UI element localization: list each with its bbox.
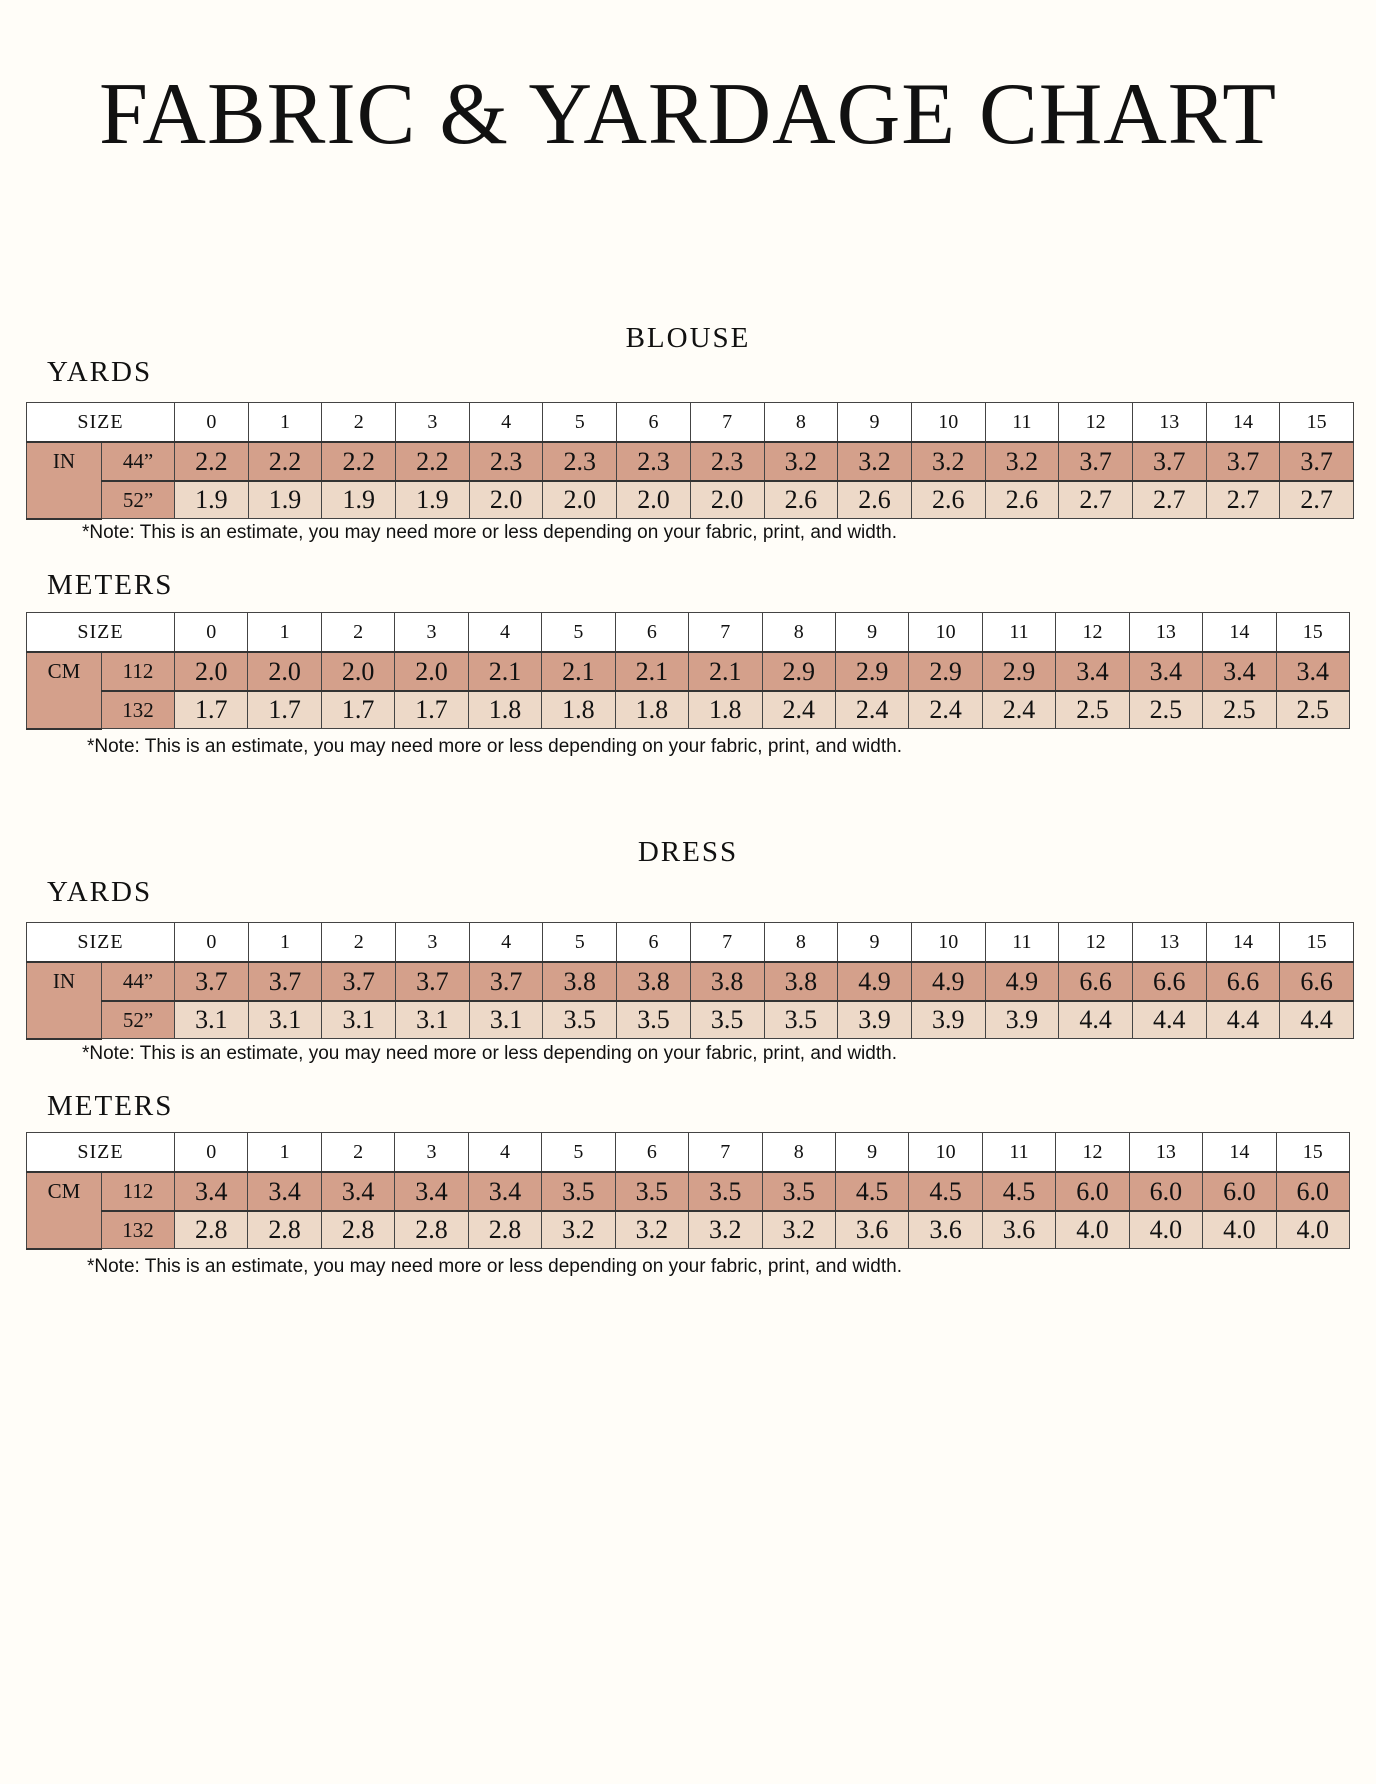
yardage-value-cell: 2.0 [690,481,764,519]
yardage-value-cell: 2.6 [764,481,838,519]
yardage-value-cell: 3.2 [985,442,1059,481]
yardage-value-cell: 1.8 [542,691,615,729]
size-header-row [27,613,1350,653]
size-cell: 3 [396,403,470,443]
yardage-value-cell: 2.7 [1132,481,1206,519]
yardage-value-cell: 3.4 [1056,652,1129,691]
yardage-value-cell: 2.3 [543,442,617,481]
yardage-value-cell: 2.4 [909,691,982,729]
yardage-value-cell: 2.2 [175,442,249,481]
width-cell: 44” [102,442,175,481]
yardage-value-cell: 2.2 [396,442,470,481]
yardage-value-cell: 1.7 [175,691,248,729]
yardage-value-cell: 2.7 [1206,481,1280,519]
yardage-value-cell: 3.4 [321,1172,394,1211]
size-cell: 2 [322,403,396,443]
yardage-value-cell: 2.6 [985,481,1059,519]
size-cell: 3 [396,923,470,963]
size-cell: 13 [1129,613,1202,653]
yardage-value-cell: 2.1 [468,652,541,691]
size-cell: 6 [617,923,691,963]
dress-yards-table [26,922,1354,1040]
yardage-value-cell: 3.5 [617,1001,691,1039]
yardage-value-cell: 3.5 [764,1001,838,1039]
yardage-value-cell: 6.6 [1206,962,1280,1001]
size-cell: 0 [175,403,249,443]
dress-yards-label: YARDS [47,876,153,908]
yardage-value-cell: 2.7 [1059,481,1133,519]
size-cell: 0 [175,923,249,963]
size-cell: 15 [1280,403,1354,443]
size-cell: 0 [175,613,248,653]
yardage-value-cell: 3.9 [985,1001,1059,1039]
yardage-value-cell: 6.0 [1203,1172,1276,1211]
yardage-value-cell: 2.9 [762,652,835,691]
size-cell: 14 [1206,403,1280,443]
size-cell: 2 [321,1133,394,1173]
size-cell: 4 [468,613,541,653]
yardage-value-cell: 4.4 [1059,1001,1133,1039]
yardage-value-cell: 6.6 [1059,962,1133,1001]
yardage-value-cell: 2.1 [615,652,688,691]
yardage-value-cell: 4.9 [838,962,912,1001]
size-cell: 11 [985,923,1059,963]
yardage-value-cell: 3.5 [543,1001,617,1039]
size-cell: 11 [982,1133,1055,1173]
yardage-value-cell: 3.4 [175,1172,248,1211]
size-cell: 4 [469,403,543,443]
width-cell: 52” [102,1001,175,1039]
yardage-value-cell: 1.8 [468,691,541,729]
yardage-value-cell: 2.0 [395,652,468,691]
size-cell: 12 [1056,1133,1129,1173]
yardage-value-cell: 3.5 [689,1172,762,1211]
size-cell: 6 [617,403,691,443]
yardage-value-cell: 3.8 [764,962,838,1001]
yardage-value-cell: 3.4 [1203,652,1276,691]
yardage-value-cell: 2.3 [617,442,691,481]
dress-yards-note: *Note: This is an estimate, you may need more or less depending on your fabric, print, and width. [82,1043,897,1064]
yardage-value-cell: 3.4 [395,1172,468,1211]
size-cell: 11 [985,403,1059,443]
blouse-yards-table [26,402,1354,520]
table-row [27,1172,1350,1211]
size-cell: 15 [1276,613,1349,653]
unit-cell: CM [27,652,102,729]
size-cell: 4 [469,923,543,963]
yardage-value-cell: 1.8 [689,691,762,729]
dress-meters-label: METERS [47,1090,174,1122]
yardage-value-cell: 3.2 [615,1211,688,1249]
size-cell: 7 [690,403,764,443]
yardage-value-cell: 3.1 [322,1001,396,1039]
yardage-value-cell: 3.2 [689,1211,762,1249]
size-cell: 12 [1059,403,1133,443]
yardage-value-cell: 1.7 [248,691,321,729]
size-cell: 10 [911,403,985,443]
size-cell: 10 [911,923,985,963]
yardage-value-cell: 3.6 [909,1211,982,1249]
table-row [27,691,1350,729]
size-header-row [27,1133,1350,1173]
yardage-value-cell: 1.8 [615,691,688,729]
yardage-value-cell: 3.8 [617,962,691,1001]
size-cell: 15 [1280,923,1354,963]
size-cell: 5 [542,613,615,653]
size-cell: 9 [838,923,912,963]
size-cell: 1 [248,613,321,653]
yardage-value-cell: 3.6 [982,1211,1055,1249]
size-cell: 9 [838,403,912,443]
yardage-value-cell: 3.6 [835,1211,908,1249]
size-cell: 7 [690,923,764,963]
yardage-value-cell: 3.9 [838,1001,912,1039]
yardage-value-cell: 3.7 [1280,442,1354,481]
size-cell: 9 [835,613,908,653]
yardage-value-cell: 3.1 [396,1001,470,1039]
yardage-value-cell: 2.8 [248,1211,321,1249]
yardage-value-cell: 2.4 [982,691,1055,729]
table-row [27,442,1354,481]
yardage-value-cell: 3.5 [615,1172,688,1211]
yardage-value-cell: 4.0 [1203,1211,1276,1249]
size-cell: 5 [543,923,617,963]
blouse-meters-note: *Note: This is an estimate, you may need more or less depending on your fabric, print, and width. [87,736,902,757]
yardage-value-cell: 2.9 [982,652,1055,691]
yardage-value-cell: 1.9 [322,481,396,519]
size-header-cell: SIZE [27,1133,175,1173]
yardage-value-cell: 2.4 [762,691,835,729]
size-cell: 13 [1132,923,1206,963]
yardage-value-cell: 4.5 [835,1172,908,1211]
yardage-value-cell: 2.3 [469,442,543,481]
blouse-yards-label: YARDS [47,356,153,388]
size-cell: 6 [615,1133,688,1173]
size-header-cell: SIZE [27,403,175,443]
yardage-value-cell: 3.5 [762,1172,835,1211]
yardage-value-cell: 2.5 [1203,691,1276,729]
size-cell: 8 [764,403,838,443]
size-cell: 6 [615,613,688,653]
yardage-value-cell: 4.9 [911,962,985,1001]
size-cell: 1 [248,403,322,443]
yardage-value-cell: 2.9 [909,652,982,691]
yardage-value-cell: 4.4 [1206,1001,1280,1039]
yardage-value-cell: 4.4 [1132,1001,1206,1039]
yardage-value-cell: 2.0 [617,481,691,519]
width-cell: 44” [102,962,175,1001]
yardage-value-cell: 3.1 [469,1001,543,1039]
yardage-value-cell: 6.6 [1132,962,1206,1001]
size-cell: 7 [689,613,762,653]
size-cell: 13 [1129,1133,1202,1173]
yardage-value-cell: 3.4 [468,1172,541,1211]
yardage-value-cell: 1.7 [321,691,394,729]
yardage-value-cell: 3.7 [1206,442,1280,481]
size-cell: 14 [1203,613,1276,653]
yardage-value-cell: 2.1 [542,652,615,691]
yardage-value-cell: 2.2 [322,442,396,481]
table-row [27,481,1354,519]
dress-section-title: DRESS [637,836,739,868]
yardage-value-cell: 2.0 [321,652,394,691]
page-title: FABRIC & YARDAGE CHART [99,66,1277,163]
blouse-section-title: BLOUSE [625,322,751,354]
size-cell: 15 [1276,1133,1349,1173]
size-cell: 2 [322,923,396,963]
yardage-value-cell: 4.0 [1276,1211,1349,1249]
yardage-value-cell: 3.7 [322,962,396,1001]
yardage-value-cell: 3.4 [248,1172,321,1211]
size-cell: 2 [321,613,394,653]
size-cell: 4 [468,1133,541,1173]
yardage-value-cell: 3.4 [1129,652,1202,691]
yardage-value-cell: 1.9 [396,481,470,519]
yardage-value-cell: 1.7 [395,691,468,729]
yardage-value-cell: 3.5 [542,1172,615,1211]
yardage-value-cell: 3.7 [248,962,322,1001]
yardage-value-cell: 3.2 [838,442,912,481]
yardage-value-cell: 3.2 [542,1211,615,1249]
yardage-value-cell: 2.9 [835,652,908,691]
yardage-value-cell: 2.8 [468,1211,541,1249]
yardage-value-cell: 3.7 [1132,442,1206,481]
size-cell: 5 [542,1133,615,1173]
width-cell: 52” [102,481,175,519]
unit-cell: IN [27,442,102,519]
yardage-value-cell: 4.9 [985,962,1059,1001]
yardage-value-cell: 2.0 [543,481,617,519]
size-cell: 3 [395,1133,468,1173]
table-row [27,962,1354,1001]
size-cell: 12 [1059,923,1133,963]
yardage-value-cell: 4.0 [1129,1211,1202,1249]
table-row [27,1001,1354,1039]
yardage-value-cell: 3.4 [1276,652,1349,691]
yardage-value-cell: 3.7 [1059,442,1133,481]
yardage-value-cell: 2.0 [469,481,543,519]
yardage-value-cell: 3.5 [690,1001,764,1039]
size-cell: 11 [982,613,1055,653]
yardage-value-cell: 3.7 [396,962,470,1001]
yardage-value-cell: 2.7 [1280,481,1354,519]
yardage-value-cell: 6.6 [1280,962,1354,1001]
width-cell: 112 [102,652,175,691]
yardage-value-cell: 2.5 [1056,691,1129,729]
size-cell: 3 [395,613,468,653]
yardage-value-cell: 2.5 [1276,691,1349,729]
yardage-value-cell: 4.5 [982,1172,1055,1211]
yardage-value-cell: 2.8 [175,1211,248,1249]
size-header-cell: SIZE [27,613,175,653]
unit-cell: CM [27,1172,102,1249]
yardage-value-cell: 3.2 [764,442,838,481]
yardage-value-cell: 2.5 [1129,691,1202,729]
size-cell: 9 [835,1133,908,1173]
yardage-value-cell: 6.0 [1276,1172,1349,1211]
yardage-value-cell: 1.9 [248,481,322,519]
yardage-value-cell: 1.9 [175,481,249,519]
yardage-value-cell: 2.0 [175,652,248,691]
size-cell: 0 [175,1133,248,1173]
yardage-value-cell: 2.8 [321,1211,394,1249]
yardage-value-cell: 4.4 [1280,1001,1354,1039]
yardage-value-cell: 3.2 [762,1211,835,1249]
yardage-value-cell: 2.0 [248,652,321,691]
size-cell: 8 [762,1133,835,1173]
yardage-value-cell: 2.4 [835,691,908,729]
yardage-value-cell: 2.6 [911,481,985,519]
table-row [27,1211,1350,1249]
size-cell: 5 [543,403,617,443]
size-cell: 8 [762,613,835,653]
size-cell: 10 [909,1133,982,1173]
size-cell: 8 [764,923,838,963]
yardage-value-cell: 6.0 [1129,1172,1202,1211]
dress-meters-note: *Note: This is an estimate, you may need more or less depending on your fabric, print, and width. [87,1256,902,1277]
width-cell: 132 [102,691,175,729]
unit-cell: IN [27,962,102,1039]
size-cell: 1 [248,1133,321,1173]
size-cell: 1 [248,923,322,963]
blouse-meters-table [26,612,1350,730]
yardage-value-cell: 3.7 [175,962,249,1001]
size-cell: 13 [1132,403,1206,443]
dress-meters-table [26,1132,1350,1250]
size-header-row [27,923,1354,963]
width-cell: 112 [102,1172,175,1211]
yardage-value-cell: 3.9 [911,1001,985,1039]
yardage-value-cell: 3.2 [911,442,985,481]
yardage-value-cell: 3.1 [175,1001,249,1039]
size-cell: 14 [1206,923,1280,963]
yardage-value-cell: 3.8 [690,962,764,1001]
yardage-value-cell: 4.5 [909,1172,982,1211]
yardage-value-cell: 2.1 [689,652,762,691]
size-header-row [27,403,1354,443]
size-header-cell: SIZE [27,923,175,963]
yardage-value-cell: 3.7 [469,962,543,1001]
size-cell: 14 [1203,1133,1276,1173]
width-cell: 132 [102,1211,175,1249]
yardage-value-cell: 2.8 [395,1211,468,1249]
blouse-yards-note: *Note: This is an estimate, you may need more or less depending on your fabric, print, and width. [82,522,897,543]
yardage-value-cell: 2.6 [838,481,912,519]
yardage-value-cell: 4.0 [1056,1211,1129,1249]
size-cell: 7 [689,1133,762,1173]
size-cell: 10 [909,613,982,653]
size-cell: 12 [1056,613,1129,653]
table-row [27,652,1350,691]
yardage-value-cell: 3.1 [248,1001,322,1039]
blouse-meters-label: METERS [47,569,174,601]
yardage-value-cell: 2.3 [690,442,764,481]
yardage-value-cell: 6.0 [1056,1172,1129,1211]
yardage-value-cell: 2.2 [248,442,322,481]
yardage-value-cell: 3.8 [543,962,617,1001]
